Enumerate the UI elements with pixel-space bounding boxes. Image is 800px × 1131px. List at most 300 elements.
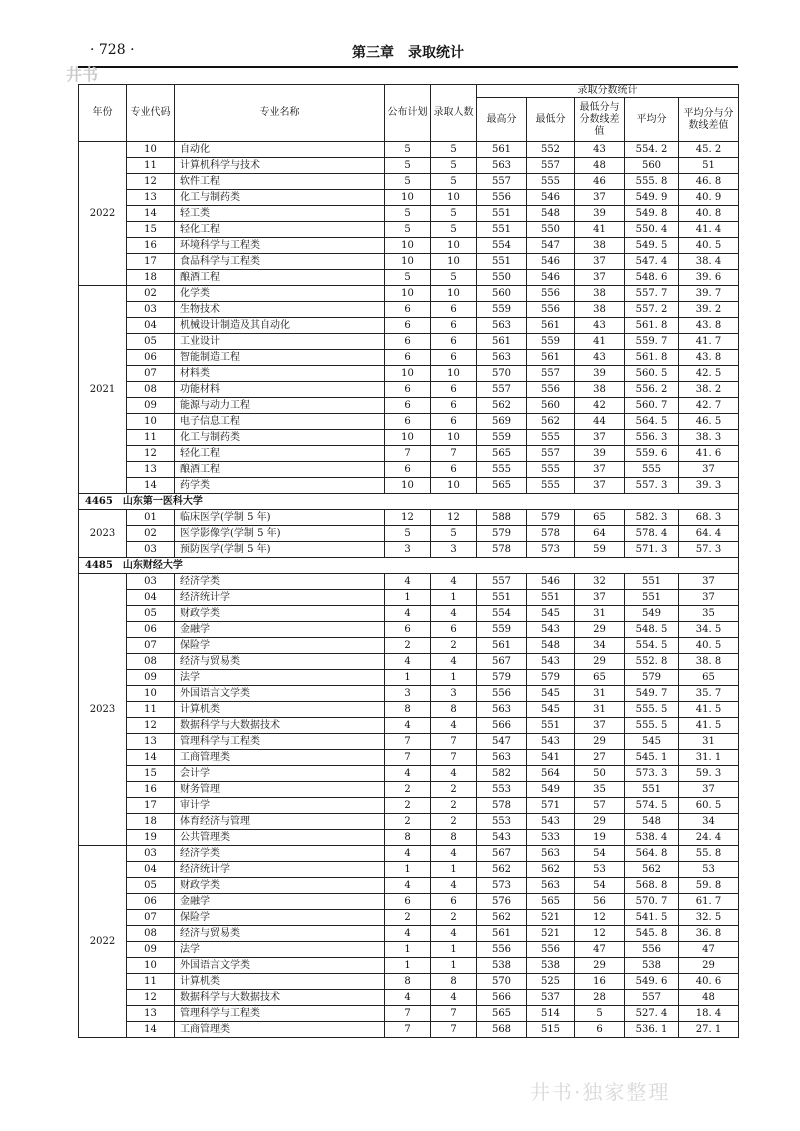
code-cell: 14	[127, 1022, 175, 1038]
admitted-cell: 1	[431, 590, 477, 606]
table-row	[79, 718, 739, 734]
plan-cell: 1	[385, 942, 431, 958]
max-score-cell: 561	[477, 926, 527, 942]
admitted-cell: 7	[431, 446, 477, 462]
max-score-cell: 556	[477, 686, 527, 702]
code-cell: 11	[127, 430, 175, 446]
plan-cell: 5	[385, 222, 431, 238]
min-score-cell: 543	[527, 814, 575, 830]
table-row	[79, 942, 739, 958]
avg-score-cell: 564. 5	[625, 414, 679, 430]
table-row	[79, 414, 739, 430]
code-cell: 06	[127, 350, 175, 366]
admission-score-table	[78, 84, 739, 1038]
min-diff-cell: 29	[575, 654, 625, 670]
avg-score-cell: 559. 6	[625, 446, 679, 462]
avg-diff-cell: 46. 8	[679, 174, 739, 190]
major-name-cell: 功能材料	[175, 382, 385, 398]
plan-cell: 7	[385, 1022, 431, 1038]
table-row	[79, 974, 739, 990]
table-row	[79, 958, 739, 974]
plan-cell: 6	[385, 622, 431, 638]
admitted-cell: 6	[431, 334, 477, 350]
col-min: 最低分	[527, 98, 575, 142]
table-body-section-2	[79, 510, 739, 558]
plan-cell: 4	[385, 846, 431, 862]
admitted-cell: 6	[431, 622, 477, 638]
avg-diff-cell: 34. 5	[679, 622, 739, 638]
min-diff-cell: 38	[575, 382, 625, 398]
min-score-cell: 545	[527, 702, 575, 718]
min-diff-cell: 43	[575, 318, 625, 334]
max-score-cell: 560	[477, 286, 527, 302]
max-score-cell: 543	[477, 830, 527, 846]
avg-diff-cell: 40. 6	[679, 974, 739, 990]
min-score-cell: 521	[527, 910, 575, 926]
plan-cell: 3	[385, 686, 431, 702]
chapter-title: 第三章 录取统计	[352, 45, 464, 61]
avg-score-cell: 561. 8	[625, 350, 679, 366]
plan-cell: 4	[385, 654, 431, 670]
min-diff-cell: 37	[575, 462, 625, 478]
max-score-cell: 565	[477, 478, 527, 494]
plan-cell: 4	[385, 718, 431, 734]
avg-score-cell: 550. 4	[625, 222, 679, 238]
plan-cell: 6	[385, 350, 431, 366]
max-score-cell: 588	[477, 510, 527, 526]
table-row	[79, 430, 739, 446]
min-score-cell: 538	[527, 958, 575, 974]
avg-diff-cell: 18. 4	[679, 1006, 739, 1022]
major-name-cell: 金融学	[175, 894, 385, 910]
min-diff-cell: 29	[575, 734, 625, 750]
plan-cell: 5	[385, 270, 431, 286]
admitted-cell: 2	[431, 798, 477, 814]
max-score-cell: 556	[477, 942, 527, 958]
major-name-cell: 化工与制药类	[175, 190, 385, 206]
code-cell: 07	[127, 910, 175, 926]
university-row-1	[79, 494, 739, 510]
admitted-cell: 10	[431, 430, 477, 446]
avg-diff-cell: 36. 8	[679, 926, 739, 942]
min-diff-cell: 39	[575, 446, 625, 462]
max-score-cell: 554	[477, 238, 527, 254]
major-name-cell: 计算机类	[175, 974, 385, 990]
plan-cell: 8	[385, 974, 431, 990]
major-name-cell: 外国语言文学类	[175, 958, 385, 974]
major-name-cell: 经济统计学	[175, 590, 385, 606]
admitted-cell: 5	[431, 270, 477, 286]
table-row	[79, 366, 739, 382]
avg-diff-cell: 53	[679, 862, 739, 878]
table-row	[79, 350, 739, 366]
table-row	[79, 446, 739, 462]
admitted-cell: 1	[431, 958, 477, 974]
plan-cell: 7	[385, 734, 431, 750]
code-cell: 13	[127, 462, 175, 478]
avg-diff-cell: 40. 8	[679, 206, 739, 222]
plan-cell: 6	[385, 382, 431, 398]
plan-cell: 10	[385, 478, 431, 494]
code-cell: 11	[127, 974, 175, 990]
table-row	[79, 990, 739, 1006]
min-score-cell: 565	[527, 894, 575, 910]
min-diff-cell: 12	[575, 926, 625, 942]
admitted-cell: 2	[431, 782, 477, 798]
avg-score-cell: 562	[625, 862, 679, 878]
min-score-cell: 579	[527, 670, 575, 686]
max-score-cell: 557	[477, 382, 527, 398]
major-name-cell: 医学影像学(学制 5 年)	[175, 526, 385, 542]
major-name-cell: 轻化工程	[175, 446, 385, 462]
max-score-cell: 551	[477, 590, 527, 606]
table-row	[79, 318, 739, 334]
min-score-cell: 546	[527, 270, 575, 286]
table-row	[79, 302, 739, 318]
plan-cell: 4	[385, 990, 431, 1006]
min-diff-cell: 54	[575, 878, 625, 894]
plan-cell: 3	[385, 542, 431, 558]
admitted-cell: 6	[431, 462, 477, 478]
code-cell: 09	[127, 398, 175, 414]
avg-diff-cell: 24. 4	[679, 830, 739, 846]
major-name-cell: 外国语言文学类	[175, 686, 385, 702]
code-cell: 10	[127, 686, 175, 702]
avg-diff-cell: 27. 1	[679, 1022, 739, 1038]
admitted-cell: 7	[431, 1006, 477, 1022]
max-score-cell: 566	[477, 990, 527, 1006]
avg-diff-cell: 57. 3	[679, 542, 739, 558]
admitted-cell: 4	[431, 878, 477, 894]
min-score-cell: 549	[527, 782, 575, 798]
major-name-cell: 经济学类	[175, 846, 385, 862]
major-name-cell: 保险学	[175, 638, 385, 654]
max-score-cell: 553	[477, 814, 527, 830]
avg-score-cell: 579	[625, 670, 679, 686]
plan-cell: 2	[385, 814, 431, 830]
min-diff-cell: 64	[575, 526, 625, 542]
admitted-cell: 3	[431, 542, 477, 558]
avg-diff-cell: 37	[679, 574, 739, 590]
min-diff-cell: 6	[575, 1022, 625, 1038]
table-row	[79, 670, 739, 686]
col-min-diff: 最低分与分数线差值	[575, 98, 625, 142]
year-cell: 2021	[79, 286, 127, 494]
avg-score-cell: 536. 1	[625, 1022, 679, 1038]
code-cell: 10	[127, 142, 175, 158]
max-score-cell: 557	[477, 174, 527, 190]
code-cell: 14	[127, 206, 175, 222]
code-cell: 17	[127, 254, 175, 270]
table-row	[79, 462, 739, 478]
table-row	[79, 174, 739, 190]
avg-diff-cell: 59. 8	[679, 878, 739, 894]
avg-score-cell: 548	[625, 814, 679, 830]
avg-diff-cell: 39. 2	[679, 302, 739, 318]
table-row	[79, 222, 739, 238]
avg-diff-cell: 37	[679, 462, 739, 478]
avg-diff-cell: 60. 5	[679, 798, 739, 814]
code-cell: 16	[127, 238, 175, 254]
avg-diff-cell: 43. 8	[679, 318, 739, 334]
avg-score-cell: 552. 8	[625, 654, 679, 670]
max-score-cell: 551	[477, 222, 527, 238]
plan-cell: 10	[385, 286, 431, 302]
max-score-cell: 569	[477, 414, 527, 430]
major-name-cell: 经济统计学	[175, 862, 385, 878]
code-cell: 04	[127, 318, 175, 334]
table-row	[79, 798, 739, 814]
min-score-cell: 552	[527, 142, 575, 158]
code-cell: 08	[127, 382, 175, 398]
plan-cell: 2	[385, 638, 431, 654]
avg-diff-cell: 39. 3	[679, 478, 739, 494]
max-score-cell: 547	[477, 734, 527, 750]
min-score-cell: 537	[527, 990, 575, 1006]
admitted-cell: 3	[431, 686, 477, 702]
avg-score-cell: 555	[625, 462, 679, 478]
max-score-cell: 562	[477, 910, 527, 926]
min-diff-cell: 42	[575, 398, 625, 414]
max-score-cell: 579	[477, 670, 527, 686]
admitted-cell: 7	[431, 1022, 477, 1038]
major-name-cell: 工业设计	[175, 334, 385, 350]
avg-score-cell: 549. 9	[625, 190, 679, 206]
code-cell: 04	[127, 862, 175, 878]
major-name-cell: 经济学类	[175, 574, 385, 590]
avg-score-cell: 549	[625, 606, 679, 622]
min-diff-cell: 37	[575, 718, 625, 734]
major-name-cell: 临床医学(学制 5 年)	[175, 510, 385, 526]
min-score-cell: 557	[527, 158, 575, 174]
max-score-cell: 562	[477, 398, 527, 414]
min-diff-cell: 54	[575, 846, 625, 862]
avg-score-cell: 557. 2	[625, 302, 679, 318]
year-cell: 2023	[79, 574, 127, 846]
avg-diff-cell: 42. 7	[679, 398, 739, 414]
table-row	[79, 1006, 739, 1022]
plan-cell: 4	[385, 606, 431, 622]
table-row	[79, 526, 739, 542]
avg-score-cell: 560	[625, 158, 679, 174]
min-score-cell: 514	[527, 1006, 575, 1022]
avg-diff-cell: 41. 7	[679, 334, 739, 350]
admitted-cell: 4	[431, 926, 477, 942]
admitted-cell: 4	[431, 574, 477, 590]
table-row	[79, 638, 739, 654]
admitted-cell: 10	[431, 254, 477, 270]
max-score-cell: 582	[477, 766, 527, 782]
min-score-cell: 555	[527, 462, 575, 478]
code-cell: 08	[127, 654, 175, 670]
admitted-cell: 1	[431, 862, 477, 878]
table-row	[79, 254, 739, 270]
avg-score-cell: 559. 7	[625, 334, 679, 350]
min-diff-cell: 28	[575, 990, 625, 1006]
major-name-cell: 财务管理	[175, 782, 385, 798]
avg-score-cell: 555. 5	[625, 702, 679, 718]
table-row	[79, 814, 739, 830]
code-cell: 12	[127, 718, 175, 734]
plan-cell: 6	[385, 462, 431, 478]
max-score-cell: 553	[477, 782, 527, 798]
max-score-cell: 561	[477, 334, 527, 350]
col-avg-diff: 平均分与分数线差值	[679, 98, 739, 142]
admitted-cell: 5	[431, 526, 477, 542]
code-cell: 13	[127, 1006, 175, 1022]
min-score-cell: 543	[527, 654, 575, 670]
plan-cell: 8	[385, 830, 431, 846]
avg-diff-cell: 43. 8	[679, 350, 739, 366]
table-row	[79, 542, 739, 558]
code-cell: 02	[127, 286, 175, 302]
avg-score-cell: 556	[625, 942, 679, 958]
min-diff-cell: 44	[575, 414, 625, 430]
major-name-cell: 化学类	[175, 286, 385, 302]
code-cell: 09	[127, 670, 175, 686]
min-diff-cell: 47	[575, 942, 625, 958]
min-diff-cell: 43	[575, 142, 625, 158]
admitted-cell: 4	[431, 990, 477, 1006]
min-diff-cell: 39	[575, 206, 625, 222]
avg-diff-cell: 61. 7	[679, 894, 739, 910]
min-score-cell: 571	[527, 798, 575, 814]
avg-score-cell: 555. 8	[625, 174, 679, 190]
table-row	[79, 606, 739, 622]
major-name-cell: 工商管理类	[175, 750, 385, 766]
table-body-section-3	[79, 574, 739, 1038]
avg-score-cell: 574. 5	[625, 798, 679, 814]
avg-score-cell: 527. 4	[625, 1006, 679, 1022]
min-score-cell: 573	[527, 542, 575, 558]
col-avg: 平均分	[625, 98, 679, 142]
admitted-cell: 6	[431, 350, 477, 366]
col-name: 专业名称	[175, 85, 385, 142]
table-row	[79, 190, 739, 206]
major-name-cell: 数据科学与大数据技术	[175, 718, 385, 734]
code-cell: 04	[127, 590, 175, 606]
code-cell: 01	[127, 510, 175, 526]
max-score-cell: 556	[477, 190, 527, 206]
table-row	[79, 862, 739, 878]
min-diff-cell: 35	[575, 782, 625, 798]
code-cell: 18	[127, 814, 175, 830]
min-score-cell: 555	[527, 174, 575, 190]
max-score-cell: 561	[477, 638, 527, 654]
major-name-cell: 自动化	[175, 142, 385, 158]
min-score-cell: 560	[527, 398, 575, 414]
admitted-cell: 10	[431, 478, 477, 494]
code-cell: 05	[127, 878, 175, 894]
admitted-cell: 5	[431, 222, 477, 238]
table-header-row	[79, 85, 739, 98]
major-name-cell: 化工与制药类	[175, 430, 385, 446]
major-name-cell: 智能制造工程	[175, 350, 385, 366]
min-score-cell: 557	[527, 366, 575, 382]
code-cell: 13	[127, 190, 175, 206]
admitted-cell: 4	[431, 606, 477, 622]
table-row	[79, 382, 739, 398]
avg-diff-cell: 45. 2	[679, 142, 739, 158]
admitted-cell: 8	[431, 830, 477, 846]
avg-score-cell: 538. 4	[625, 830, 679, 846]
table-row	[79, 238, 739, 254]
min-score-cell: 561	[527, 350, 575, 366]
major-name-cell: 预防医学(学制 5 年)	[175, 542, 385, 558]
max-score-cell: 551	[477, 206, 527, 222]
table-row	[79, 574, 739, 590]
admitted-cell: 6	[431, 414, 477, 430]
min-score-cell: 521	[527, 926, 575, 942]
plan-cell: 6	[385, 414, 431, 430]
min-diff-cell: 48	[575, 158, 625, 174]
min-score-cell: 562	[527, 862, 575, 878]
code-cell: 11	[127, 702, 175, 718]
min-score-cell: 557	[527, 446, 575, 462]
code-cell: 10	[127, 414, 175, 430]
major-name-cell: 审计学	[175, 798, 385, 814]
min-score-cell: 543	[527, 734, 575, 750]
avg-diff-cell: 35. 7	[679, 686, 739, 702]
max-score-cell: 559	[477, 302, 527, 318]
major-name-cell: 会计学	[175, 766, 385, 782]
avg-score-cell: 573. 3	[625, 766, 679, 782]
major-name-cell: 电子信息工程	[175, 414, 385, 430]
col-plan: 公布计划	[385, 85, 431, 142]
avg-score-cell: 568. 8	[625, 878, 679, 894]
table-row	[79, 286, 739, 302]
col-admitted: 录取人数	[431, 85, 477, 142]
max-score-cell: 566	[477, 718, 527, 734]
table-row	[79, 334, 739, 350]
min-diff-cell: 27	[575, 750, 625, 766]
plan-cell: 7	[385, 446, 431, 462]
major-name-cell: 保险学	[175, 910, 385, 926]
code-cell: 16	[127, 782, 175, 798]
plan-cell: 5	[385, 526, 431, 542]
avg-diff-cell: 64. 4	[679, 526, 739, 542]
avg-score-cell: 556. 2	[625, 382, 679, 398]
min-score-cell: 546	[527, 190, 575, 206]
university-name: 4465 山东第一医科大学	[79, 494, 739, 510]
avg-score-cell: 557. 7	[625, 286, 679, 302]
code-cell: 06	[127, 622, 175, 638]
code-cell: 15	[127, 222, 175, 238]
min-diff-cell: 37	[575, 190, 625, 206]
avg-score-cell: 556. 3	[625, 430, 679, 446]
avg-score-cell: 547. 4	[625, 254, 679, 270]
admitted-cell: 1	[431, 670, 477, 686]
plan-cell: 5	[385, 142, 431, 158]
plan-cell: 5	[385, 174, 431, 190]
avg-diff-cell: 29	[679, 958, 739, 974]
table-row	[79, 622, 739, 638]
major-name-cell: 机械设计制造及其自动化	[175, 318, 385, 334]
plan-cell: 12	[385, 510, 431, 526]
admitted-cell: 6	[431, 302, 477, 318]
avg-score-cell: 554. 5	[625, 638, 679, 654]
avg-score-cell: 578. 4	[625, 526, 679, 542]
plan-cell: 10	[385, 430, 431, 446]
plan-cell: 6	[385, 334, 431, 350]
code-cell: 03	[127, 302, 175, 318]
avg-diff-cell: 38. 2	[679, 382, 739, 398]
major-name-cell: 生物技术	[175, 302, 385, 318]
admitted-cell: 7	[431, 750, 477, 766]
avg-score-cell: 551	[625, 782, 679, 798]
plan-cell: 10	[385, 190, 431, 206]
min-diff-cell: 50	[575, 766, 625, 782]
